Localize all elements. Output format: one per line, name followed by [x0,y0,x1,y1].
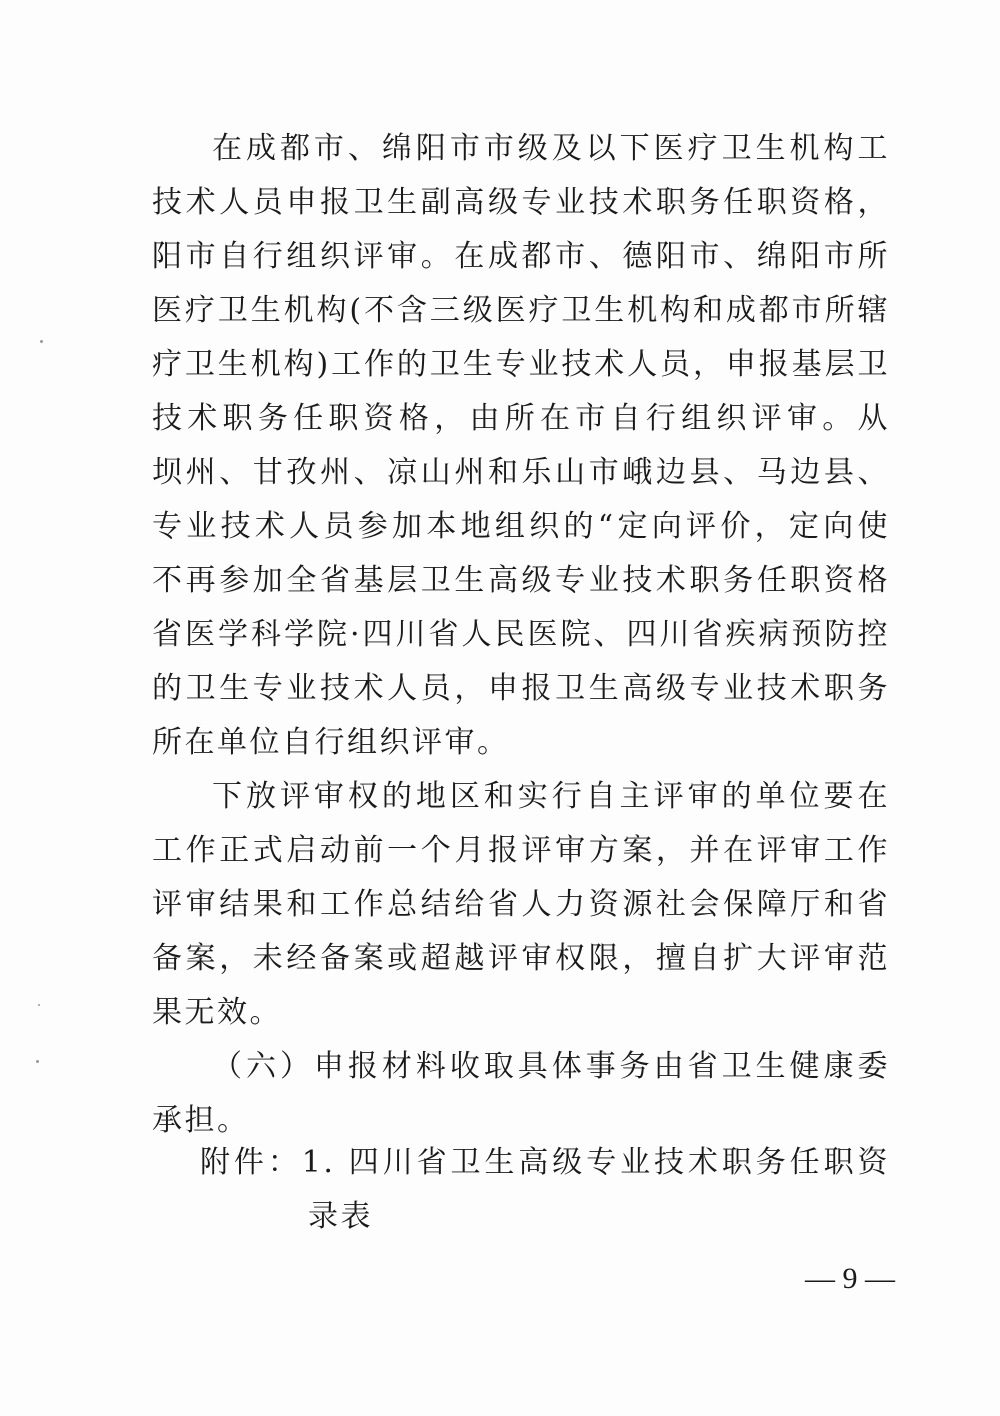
page-number: — 9 — [805,1262,895,1295]
paragraph-2-line-4: 备案，未经备案或超越评审权限，擅自扩大评审范 [152,941,890,976]
attachment-item-1-continuation: 录表 [308,1199,373,1234]
paragraph-2-line-5: 果无效。 [152,995,282,1030]
paragraph-1-line-4: 医疗卫生机构(不含三级医疗卫生机构和成都市所辖 [152,293,890,328]
scan-speck [40,340,43,343]
paragraph-2-line-1: 下放评审权的地区和实行自主评审的单位要在 [212,779,890,814]
paragraph-3-line-2: 承担。 [152,1103,250,1138]
paragraph-1-line-2: 技术人员申报卫生副高级专业技术职务任职资格， [152,185,890,220]
paragraph-2-line-3: 评审结果和工作总结给省人力资源社会保障厅和省 [152,887,890,922]
attachment-list [200,1136,890,1244]
paragraph-3-line-1: （六）申报材料收取具体事务由省卫生健康委 [212,1049,890,1084]
attachment-item-1: 附件：1. 四川省卫生高级专业技术职务任职资 [200,1145,890,1180]
scan-speck [38,1004,40,1006]
paragraph-1-line-10: 省医学科学院·四川省人民医院、四川省疾病预防控 [152,617,890,652]
paragraph-1-line-5: 疗卫生机构)工作的卫生专业技术人员，申报基层卫 [152,347,890,382]
paragraph-2-line-2: 工作正式启动前一个月报评审方案，并在评审工作 [152,833,890,868]
paragraph-1-line-3: 阳市自行组织评审。在成都市、德阳市、绵阳市所 [152,239,890,274]
paragraph-1-line-11: 的卫生专业技术人员，申报卫生高级专业技术职务 [152,671,890,706]
paragraph-1-line-7: 坝州、甘孜州、凉山州和乐山市峨边县、马边县、 [152,455,890,490]
document-body [152,122,890,1148]
scan-speck [36,1060,39,1063]
paragraph-1-line-12: 所在单位自行组织评审。 [152,725,510,760]
paragraph-1-line-9: 不再参加全省基层卫生高级专业技术职务任职资格 [152,563,890,598]
paragraph-1-line-1: 在成都市、绵阳市市级及以下医疗卫生机构工 [212,131,890,166]
paragraph-1-line-8: 专业技术人员参加本地组织的“定向评价，定向使 [152,509,890,544]
paragraph-1-line-6: 技术职务任职资格，由所在市自行组织评审。从 [152,401,890,436]
